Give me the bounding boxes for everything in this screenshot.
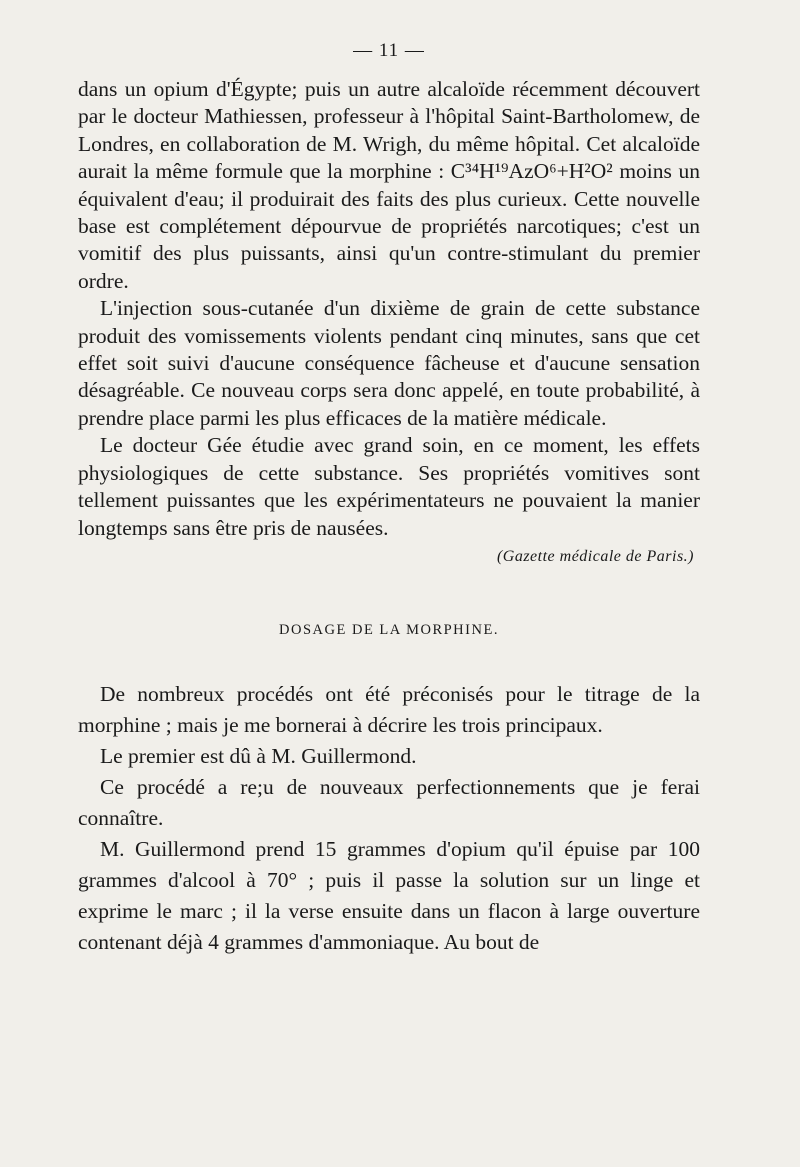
page-number: — 11 — (353, 40, 425, 61)
paragraph-6: Ce procédé a re;u de nouveaux perfectionnements que je ferai connaître. (78, 774, 700, 830)
paragraph-2: L'injection sous-cutanée d'un dixième de grain de cette substance produit des vomissements violents pendant cinq minutes, sans que cet effet soit suivi d'aucune conséquence fâcheuse et d'aucune sensation désagréable. Ce nouveau corps sera donc appelé, en toute probabilité, à prendre place parmi les plus efficaces de la matière médicale. (78, 296, 700, 430)
paragraph-4: De nombreux procédés ont été préconisés pour le titrage de la morphine ; mais je me bornerai à décrire les trois principaux. (78, 681, 700, 737)
paragraph-1: dans un opium d'Égypte; puis un autre alcaloïde récemment découvert par le docteur Mathiessen, professeur à l'hôpital Saint-Bartholomew, de Londres, en collaboration de M. Wrigh, du même hôpital. Cet alcaloïde aurait la même formule que la morphine : C³⁴H¹⁹AzO⁶+H²O² moins un équivalent d'eau; il produirait des faits des plus curieux. Cette nouvelle base est complétement dépourvue de propriétés narcotiques; c'est un vomitif des plus puissants, ainsi qu'un contre-stimulant du premier ordre. (78, 77, 700, 293)
book-page (78, 40, 700, 958)
paragraph-7: M. Guillermond prend 15 grammes d'opium qu'il épuise par 100 grammes d'alcool à 70° ; puis il passe la solution sur un linge et exprime le marc ; il la verse ensuite dans un flacon à large ouverture contenant déjà 4 grammes d'ammoniaque. Au bout de (78, 836, 700, 954)
paragraph-3: Le docteur Gée étudie avec grand soin, en ce moment, les effets physiologiques de cette substance. Ses propriétés vomitives sont tellement puissantes que les expérimentateurs ne pouvaient la manier longtemps sans être pris de nausées. (78, 433, 700, 540)
section-heading: DOSAGE DE LA MORPHINE. (279, 621, 499, 638)
article-body (78, 76, 700, 542)
source-citation: (Gazette médicale de Paris.) (496, 547, 694, 565)
section-body (78, 679, 700, 958)
paragraph-5: Le premier est dû à M. Guillermond. (100, 743, 417, 768)
